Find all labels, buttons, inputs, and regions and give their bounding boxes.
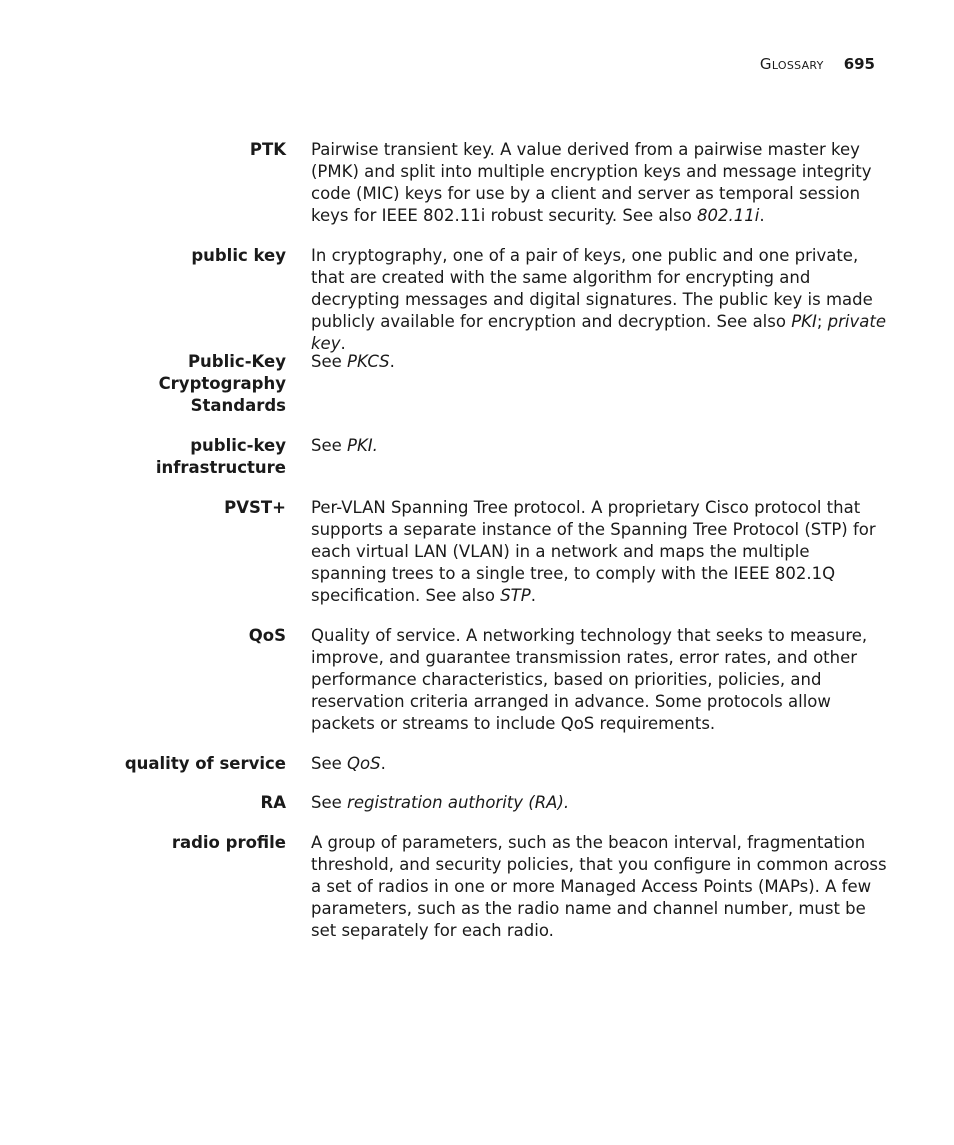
glossary-term: public key bbox=[191, 246, 286, 265]
cross-reference: registration authority (RA). bbox=[347, 793, 570, 812]
glossary-definition: Pairwise transient key. A value derived from a pairwise master key (PMK) and split into multiple encryption keys and message integrity code (MIC) keys for use by a client and server as temporal session keys for IEEE 802.11i robust security. See also 802.11i. bbox=[311, 140, 872, 225]
cross-reference: QoS bbox=[347, 754, 381, 773]
cross-reference: STP bbox=[500, 586, 531, 605]
page-number: 695 bbox=[843, 55, 875, 73]
cross-reference: 802.11i bbox=[697, 206, 760, 225]
glossary-entry-ptk bbox=[0, 139, 954, 245]
glossary-term: Public-Key Cryptography Standards bbox=[158, 352, 286, 415]
glossary-term: quality of service bbox=[124, 754, 286, 773]
glossary-definition: In cryptography, one of a pair of keys, one public and one private, that are created with the same algorithm for encrypting and decrypting messages and digital signatures. The public key is made publicly available for encryption and decryption. See also PKI; private key. bbox=[311, 246, 886, 353]
glossary-definition: See registration authority (RA). bbox=[311, 793, 570, 812]
cross-reference: PKI. bbox=[347, 436, 378, 455]
section-name: Glossary bbox=[759, 55, 824, 73]
glossary-entry-quality-of-service bbox=[0, 753, 954, 792]
glossary-definition: Quality of service. A networking technology that seeks to measure, improve, and guarantee transmission rates, error rates, and other performance characteristics, based on priorities, policies, and reservation criteria arranged in advance. Some protocols allow packets or streams to include QoS requirements. bbox=[311, 626, 868, 733]
glossary-term: RA bbox=[260, 793, 286, 812]
glossary-definition: A group of parameters, such as the beacon interval, fragmentation threshold, and security policies, that you configure in common across a set of radios in one or more Managed Access Points (MAPs). A few parameters, such as the radio name and channel number, must be set separately for each radio. bbox=[311, 833, 887, 940]
glossary-entry-pvst bbox=[0, 497, 954, 625]
cross-reference: PKI bbox=[791, 312, 817, 331]
glossary-term: PTK bbox=[249, 140, 286, 159]
cross-reference: private key bbox=[311, 312, 886, 353]
glossary-term: PVST+ bbox=[224, 498, 286, 517]
glossary-term: radio profile bbox=[171, 833, 286, 852]
glossary-list bbox=[0, 139, 954, 942]
glossary-entry-public-key bbox=[0, 245, 954, 351]
glossary-entry-ra bbox=[0, 792, 954, 832]
glossary-entry-qos bbox=[0, 625, 954, 753]
glossary-entry-pkcs bbox=[0, 351, 954, 435]
glossary-term: public-key infrastructure bbox=[155, 436, 286, 477]
glossary-entry-pki bbox=[0, 435, 954, 497]
glossary-definition: Per-VLAN Spanning Tree protocol. A proprietary Cisco protocol that supports a separate instance of the Spanning Tree Protocol (STP) for each virtual LAN (VLAN) in a network and maps the multiple spanning trees to a single tree, to comply with the IEEE 802.1Q specification. See also STP. bbox=[311, 498, 876, 605]
glossary-entry-radio-profile bbox=[0, 832, 954, 942]
cross-reference: PKCS bbox=[347, 352, 390, 371]
glossary-definition: See QoS. bbox=[311, 754, 386, 773]
glossary-definition: See PKCS. bbox=[311, 352, 395, 371]
running-header bbox=[760, 55, 875, 73]
glossary-definition: See PKI. bbox=[311, 436, 378, 455]
glossary-term: QoS bbox=[248, 626, 286, 645]
